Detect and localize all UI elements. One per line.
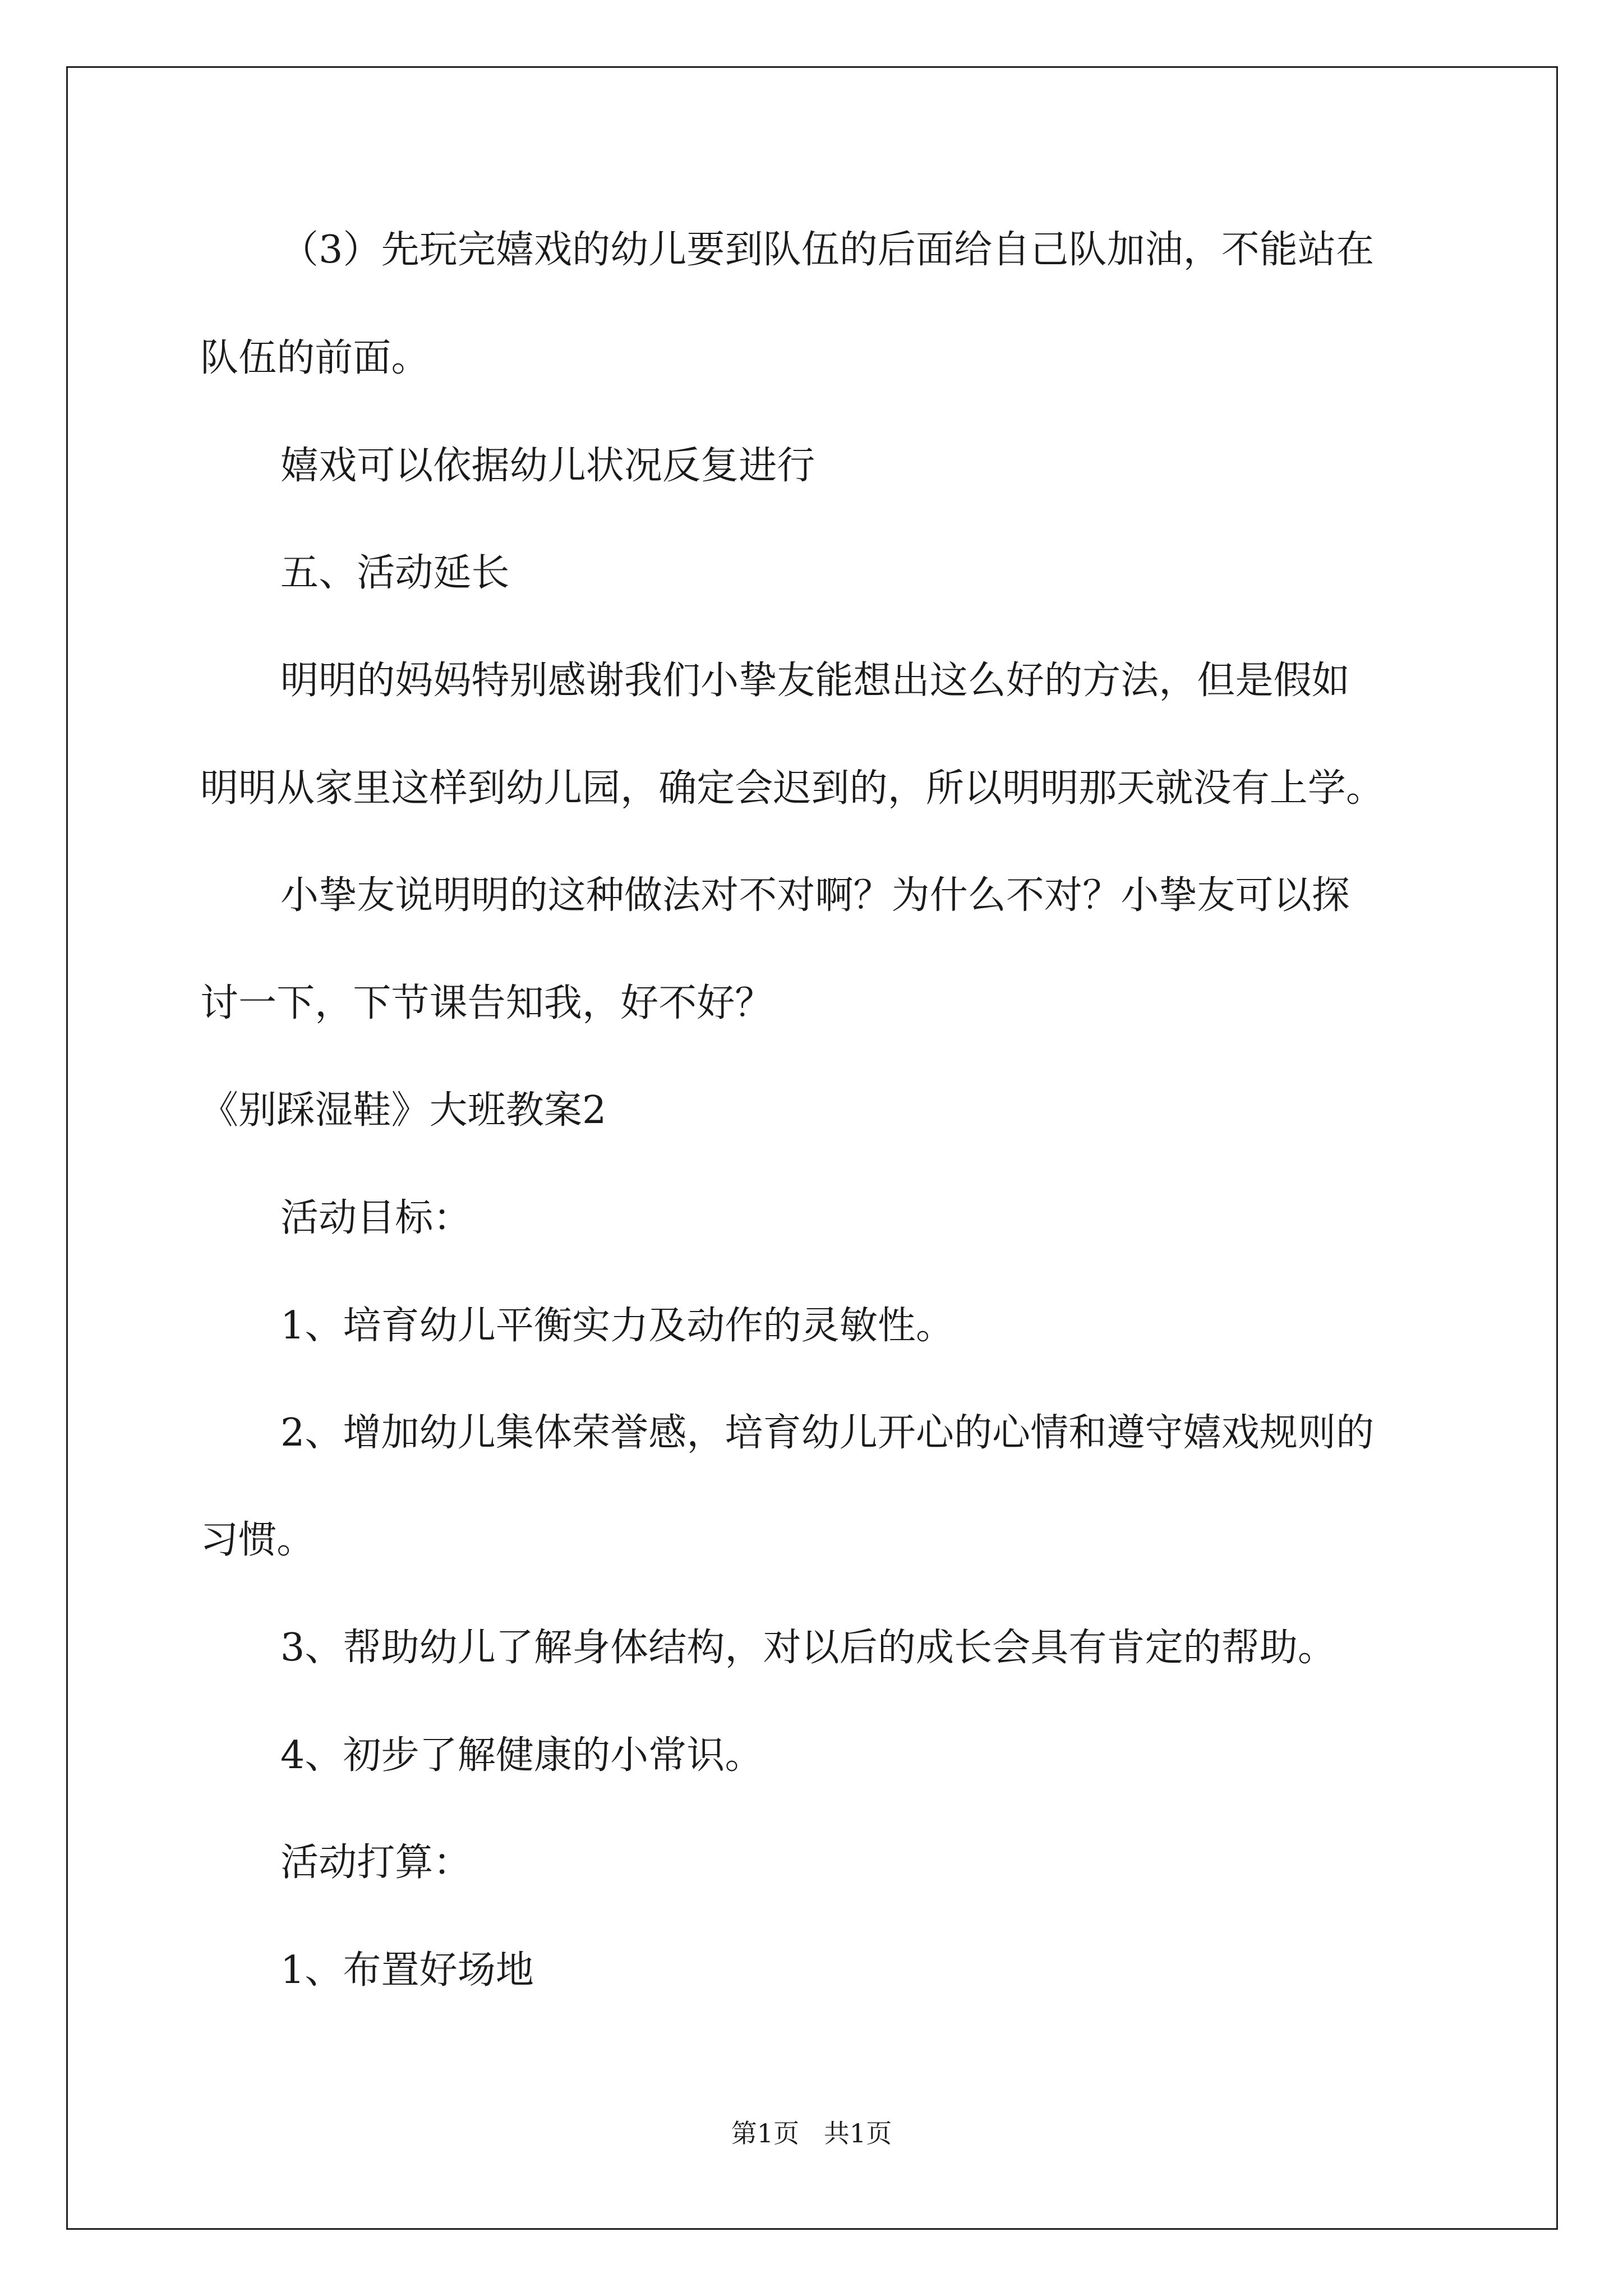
list-item: 4、初步了解健康的小常识。 [280, 1733, 763, 1778]
list-item: 1、布置好场地 [280, 1948, 534, 1993]
paragraph-line: 讨一下，下节课告知我，好不好？ [200, 981, 773, 1025]
paragraph-line: 明明的妈妈特别感谢我们小挚友能想出这么好的方法，但是假如 [280, 659, 1350, 703]
list-item: 2、增加幼儿集体荣誉感，培育幼儿开心的心情和遵守嬉戏规则的 [280, 1411, 1375, 1455]
paragraph-line: 嬉戏可以依据幼儿状况反复进行 [280, 444, 815, 488]
paragraph-line: （3）先玩完嬉戏的幼儿要到队伍的后面给自己队加油，不能站在 [280, 228, 1375, 272]
paragraph-line: 队伍的前面。 [200, 336, 430, 380]
list-item: 1、培育幼儿平衡实力及动作的灵敏性。 [280, 1304, 955, 1348]
paragraph-line: 明明从家里这样到幼儿园，确定会迟到的，所以明明那天就没有上学。 [200, 766, 1385, 811]
section-heading: 活动目标： [280, 1196, 472, 1240]
list-item: 3、帮助幼儿了解身体结构，对以后的成长会具有肯定的帮助。 [280, 1626, 1336, 1670]
paragraph-line: 习惯。 [200, 1518, 315, 1562]
page-border [66, 66, 1558, 2230]
paragraph-line: 小挚友说明明的这种做法对不对啊？为什么不对？小挚友可以探 [280, 873, 1350, 918]
section-heading: 五、活动延长 [280, 551, 510, 595]
page-footer: 第1页 共1页 [731, 2118, 892, 2148]
document-title: 《别踩湿鞋》大班教案2 [200, 1088, 607, 1133]
section-heading: 活动打算： [280, 1841, 472, 1885]
